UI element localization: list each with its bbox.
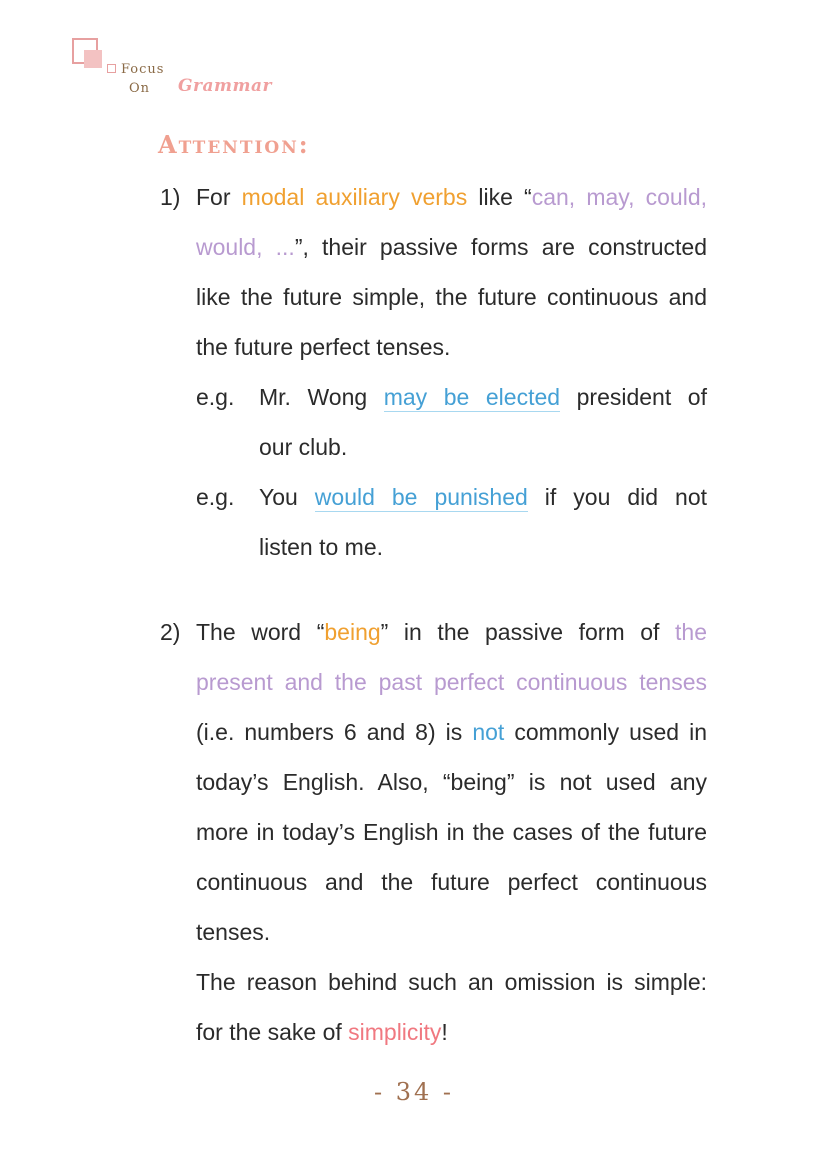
focus-on-grammar-logo xyxy=(72,38,282,102)
highlight-term: can, may, could, xyxy=(531,184,707,210)
small-square-icon xyxy=(107,64,116,73)
text-run: Mr. Wong xyxy=(259,384,384,410)
section-heading: Attention: xyxy=(158,130,310,159)
highlight-term: modal auxiliary verbs xyxy=(241,184,468,210)
example-line: our club. xyxy=(259,434,348,460)
text-run: like “ xyxy=(467,184,532,210)
paragraph-line: like the future simple, the future continuous and xyxy=(196,284,707,310)
paragraph-line: present and the past perfect continuous tenses xyxy=(196,669,707,695)
example-line xyxy=(259,482,707,512)
text-run: For xyxy=(196,184,242,210)
highlight-term: simplicity xyxy=(348,1019,442,1045)
text-run: You xyxy=(259,484,315,510)
example-label: e.g. xyxy=(196,384,235,410)
text-run: (i.e. numbers 6 and 8) is xyxy=(196,719,473,745)
example-line: listen to me. xyxy=(259,534,383,560)
paragraph-line xyxy=(196,1017,448,1047)
paragraph-line: The reason behind such an omission is simple: xyxy=(196,969,707,995)
example-label: e.g. xyxy=(196,484,235,510)
example-highlight: would be punished xyxy=(314,484,528,510)
page-number: - 34 - xyxy=(373,1078,454,1106)
highlight-term: not xyxy=(472,719,505,745)
text-run: president of xyxy=(560,384,707,410)
text-run: commonly used in xyxy=(504,719,707,745)
text-run: ”, their passive forms are constructed xyxy=(294,234,707,260)
paragraph-line xyxy=(196,617,707,647)
paragraph-line: tenses. xyxy=(196,919,271,945)
text-run: ! xyxy=(441,1019,448,1045)
text-run: ” in the passive form of xyxy=(380,619,676,645)
paragraph-line xyxy=(196,232,707,262)
highlight-term: the xyxy=(675,619,707,645)
logo-on-text: On xyxy=(129,81,151,96)
highlight-term: being xyxy=(324,619,381,645)
item-number: 2) xyxy=(160,619,181,645)
logo-grammar-text: Grammar xyxy=(178,76,272,96)
paragraph-line: the future perfect tenses. xyxy=(196,334,451,360)
example-highlight: may be elected xyxy=(383,384,561,410)
paragraph-line xyxy=(196,182,707,212)
filled-square-icon xyxy=(84,50,102,68)
paragraph-line: continuous and the future perfect continuous xyxy=(196,869,707,895)
example-line xyxy=(259,382,707,412)
paragraph-line xyxy=(196,717,707,747)
paragraph-line: more in today’s English in the cases of the future xyxy=(196,819,707,845)
text-run: for the sake of xyxy=(196,1019,349,1045)
text-run: if you did not xyxy=(527,484,707,510)
paragraph-line: today’s English. Also, “being” is not used any xyxy=(196,769,707,795)
highlight-term: would, ... xyxy=(196,234,295,260)
logo-focus-text: Focus xyxy=(121,62,165,77)
text-run: The word “ xyxy=(196,619,325,645)
item-number: 1) xyxy=(160,184,181,210)
